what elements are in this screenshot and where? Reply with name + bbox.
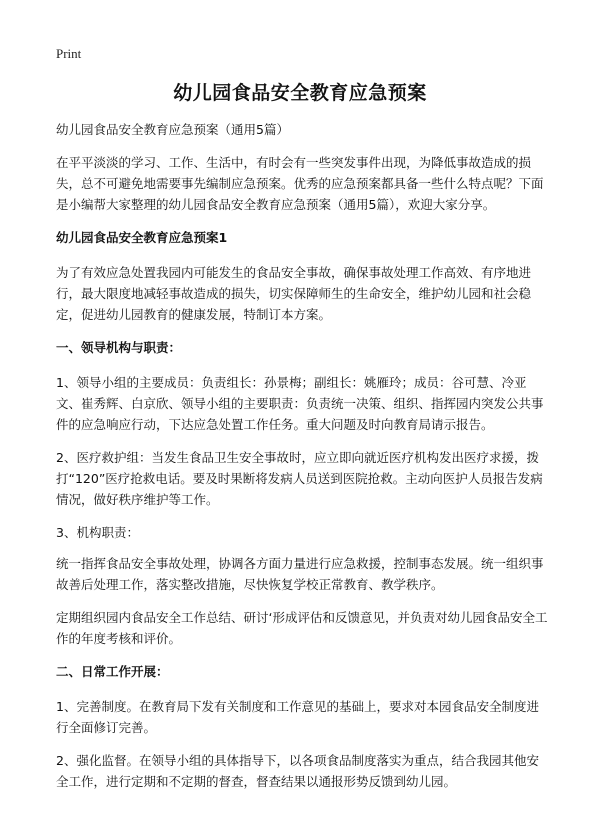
document-subtitle: 幼儿园食品安全教育应急预案（通用5篇）: [56, 122, 289, 137]
paragraph: 2、医疗救护组：当发生食品卫生安全事故时，应立即向就近医疗机构发出医疗求援，拨打“120”医疗抢救电话。要及时果断将发病人员送到医院抢救。主动向医护人员报告发病情况，做好秩序维护等工作。: [56, 450, 543, 507]
paragraph: 1、领导小组的主要成员：负责组长：孙景梅；副组长：姚雁玲；成员：谷可慧、冷亚文、崔秀辉、白京欣、领导小组的主要职责：负责统一决策、组织、指挥园内突发公共事件的应急响应行动，下达应急处置工作任务。重大问题及时向教育局请示报告。: [56, 375, 544, 432]
print-link[interactable]: Print: [56, 46, 82, 61]
document-body: [56, 119, 548, 804]
section-heading: 幼儿园食品安全教育应急预案1: [56, 230, 228, 245]
paragraph: 为了有效应急处置我园内可能发生的食品安全事故，确保事故处理工作高效、有序地进行，最大限度地减轻事故造成的损失，切实保障师生的生命安全，维护幼儿园和社会稳定，促进幼儿园教育的健康发展，特制订本方案。: [56, 265, 532, 322]
intro-paragraph: 在平平淡淡的学习、工作、生活中，有时会有一些突发事件出现，为降低事故造成的损失，总不可避免地需要事先编制应急预案。优秀的应急预案都具备一些什么特点呢？下面是小编帮大家整理的幼儿园食品安全教育应急预案（通用5篇），欢迎大家分享。: [56, 155, 544, 212]
page-title: 幼儿园食品安全教育应急预案: [173, 82, 427, 104]
paragraph: 1、完善制度。在教育局下发有关制度和工作意见的基础上，要求对本园食品安全制度进行全面修订完善。: [56, 699, 539, 735]
paragraph: 3、机构职责：: [56, 525, 139, 540]
paragraph: 统一指挥食品安全事故处理，协调各方面力量进行应急救援，控制事态发展。统一组织事故善后处理工作，落实整改措施，尽快恢复学校正常教育、教学秩序。: [56, 556, 544, 592]
paragraph: 定期组织园内食品安全工作总结、研讨‘形成评估和反馈意见，并负责对幼儿园食品安全工作的年度考核和评价。: [56, 610, 548, 646]
subsection-heading-leadership: 一、领导机构与职责：: [56, 340, 182, 355]
paragraph: 2、强化监督。在领导小组的具体指导下，以各项食品制度落实为重点，结合我园其他安全工作，进行定期和不定期的督查，督查结果以通报形势反馈到幼儿园。: [56, 753, 539, 789]
subsection-heading-daily-work: 二、日常工作开展：: [56, 664, 169, 679]
